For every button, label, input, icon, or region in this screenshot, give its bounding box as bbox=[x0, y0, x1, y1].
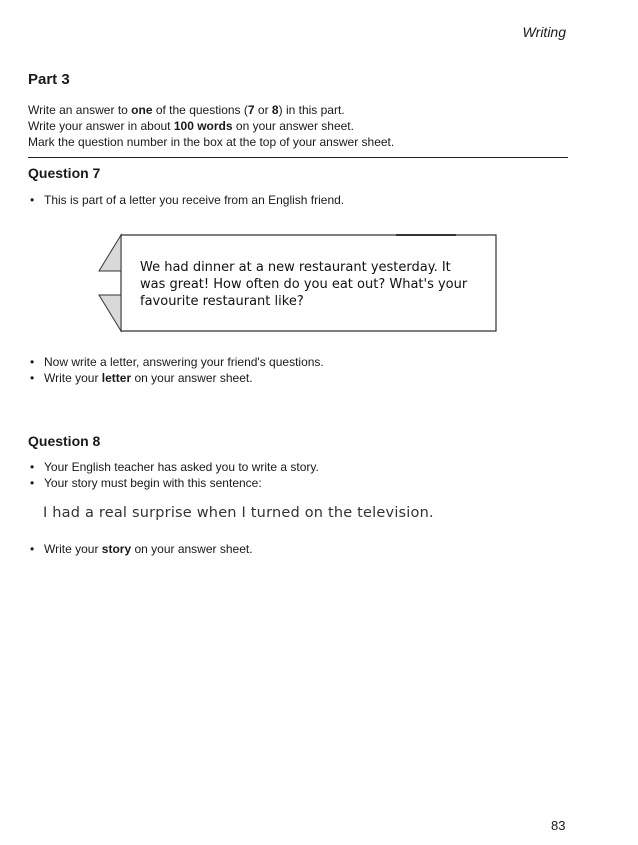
letter-fold-bottom bbox=[99, 295, 121, 331]
bullet-icon: • bbox=[30, 371, 35, 385]
instruction-line-3: Mark the question number in the box at the top of your answer sheet. bbox=[28, 135, 395, 149]
instruction-line-1: Write an answer to one of the questions (7 or 8) in this part. bbox=[28, 103, 345, 117]
part-title: Part 3 bbox=[28, 71, 70, 88]
question-8-title: Question 8 bbox=[28, 433, 101, 449]
letter-text bbox=[140, 259, 480, 310]
bullet-icon: • bbox=[30, 460, 35, 474]
letter-fold-top bbox=[99, 235, 121, 271]
letter-line: favourite restaurant like? bbox=[140, 294, 304, 309]
question-8-bullet-3: • Write your story on your answer sheet. bbox=[30, 542, 253, 556]
letter-line: was great! How often do you eat out? What's your bbox=[140, 277, 468, 292]
question-8-bullet-2: • Your story must begin with this sentence: bbox=[30, 476, 262, 490]
bullet-icon: • bbox=[30, 355, 35, 369]
section-divider bbox=[28, 157, 568, 158]
letter-line: We had dinner at a new restaurant yesterday. It bbox=[140, 260, 451, 275]
bullet-icon: • bbox=[30, 476, 35, 490]
question-8-bullet-1: • Your English teacher has asked you to write a story. bbox=[30, 460, 319, 474]
section-header: Writing bbox=[522, 24, 566, 40]
story-opening-sentence: I had a real surprise when I turned on the television. bbox=[43, 505, 434, 521]
question-7-bullet-1: • Now write a letter, answering your friend's questions. bbox=[30, 355, 324, 369]
bullet-icon: • bbox=[30, 193, 35, 207]
question-7-title: Question 7 bbox=[28, 165, 101, 181]
instruction-line-2: Write your answer in about 100 words on your answer sheet. bbox=[28, 119, 354, 133]
question-7-intro: • This is part of a letter you receive from an English friend. bbox=[30, 193, 345, 207]
bullet-icon: • bbox=[30, 542, 35, 556]
question-7-bullet-2: • Write your letter on your answer sheet. bbox=[30, 371, 253, 385]
page-number: 83 bbox=[551, 818, 566, 833]
